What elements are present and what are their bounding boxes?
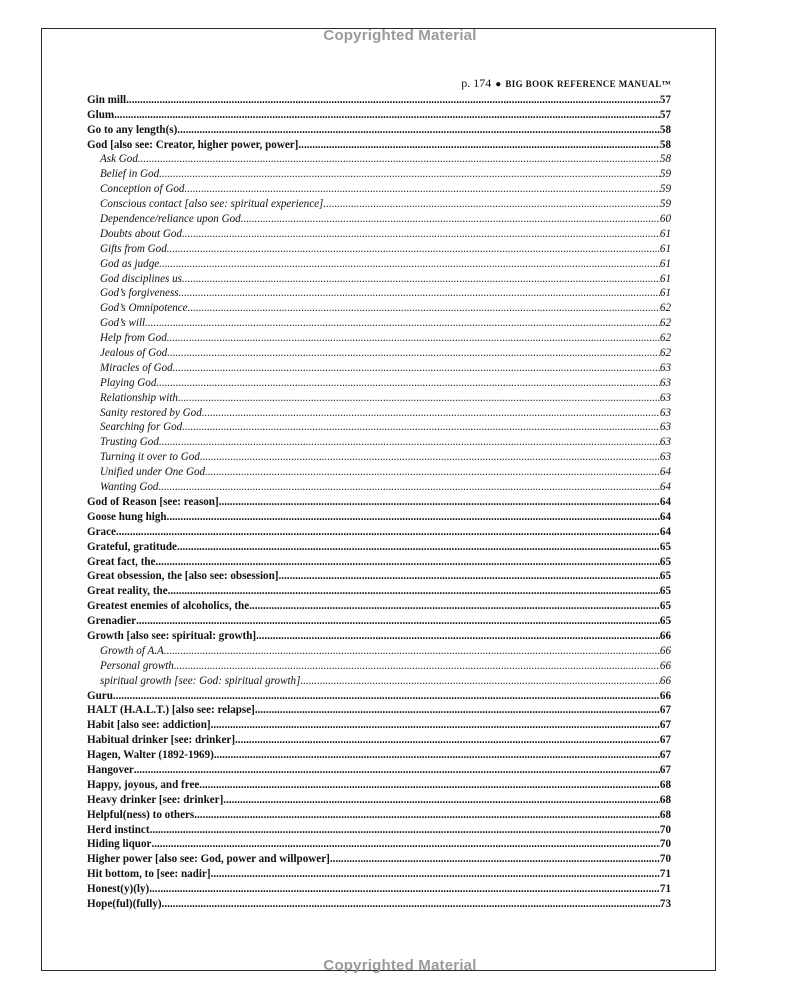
entry-term: God [also see: Creator, higher power, power] <box>87 138 299 151</box>
entry-page-number: 59 <box>659 198 671 211</box>
index-entry <box>87 881 671 896</box>
dot-leader <box>158 480 659 494</box>
entry-page-number: 64 <box>659 525 671 538</box>
dot-leader <box>255 703 660 717</box>
entry-page-number: 58 <box>659 123 671 136</box>
entry-term: HALT (H.A.L.T.) [also see: relapse] <box>87 704 255 717</box>
entry-page-number: 66 <box>659 689 671 702</box>
entry-term: Dependence/reliance upon God <box>100 213 241 226</box>
entry-term: Helpful(ness) to others <box>87 808 195 821</box>
index-entry <box>87 762 671 777</box>
dot-leader <box>167 346 660 360</box>
index-subentry <box>87 405 671 420</box>
index-entry <box>87 613 671 628</box>
entry-page-number: 63 <box>659 406 671 419</box>
entry-term: Heavy drinker [see: drinker] <box>87 793 224 806</box>
dot-leader <box>298 138 660 152</box>
dot-leader <box>149 882 660 896</box>
entry-page-number: 63 <box>659 436 671 449</box>
entry-page-number: 64 <box>659 495 671 508</box>
dot-leader <box>167 242 660 256</box>
dot-leader <box>241 212 660 226</box>
index-entry <box>87 583 671 598</box>
dot-leader <box>136 614 660 628</box>
index-entry <box>87 807 671 822</box>
running-head <box>461 76 671 91</box>
dot-leader <box>159 435 660 449</box>
entry-page-number: 64 <box>659 466 671 479</box>
entry-page-number: 62 <box>659 347 671 360</box>
entry-term: Ask God <box>100 153 138 166</box>
entry-term: Gin mill <box>87 93 127 106</box>
entry-term: Jealous of God <box>100 347 168 360</box>
entry-page-number: 64 <box>659 481 671 494</box>
dot-leader <box>182 227 660 241</box>
dot-leader <box>235 733 660 747</box>
index-subentry <box>87 434 671 449</box>
dot-leader <box>177 540 660 554</box>
entry-term: God of Reason [see: reason] <box>87 495 219 508</box>
index-entry <box>87 688 671 703</box>
bullet-separator: ● <box>495 79 502 90</box>
dot-leader <box>134 763 660 777</box>
index-subentry <box>87 345 671 360</box>
entry-page-number: 67 <box>659 719 671 732</box>
entry-page-number: 65 <box>659 600 671 613</box>
index-subentry <box>87 286 671 301</box>
entry-term: Happy, joyous, and free <box>87 778 200 791</box>
entry-term: Goose hung high <box>87 510 167 523</box>
index-entry <box>87 822 671 837</box>
dot-leader <box>211 718 660 732</box>
dot-leader <box>214 748 660 762</box>
entry-term: Growth [also see: spiritual: growth] <box>87 629 257 642</box>
index-subentry <box>87 420 671 435</box>
index-entry <box>87 747 671 762</box>
entry-term: Hagen, Walter (1892-1969) <box>87 749 214 762</box>
entry-term: Guru <box>87 689 113 702</box>
dot-leader <box>278 569 659 583</box>
index-subentry <box>87 152 671 167</box>
entry-page-number: 66 <box>659 674 671 687</box>
entry-page-number: 71 <box>659 883 671 896</box>
index-subentry <box>87 643 671 658</box>
entry-page-number: 63 <box>659 451 671 464</box>
index-entry <box>87 896 671 911</box>
entry-term: Grateful, gratitude <box>87 540 177 553</box>
entry-page-number: 68 <box>659 793 671 806</box>
entry-term: Higher power [also see: God, power and willpower] <box>87 853 330 866</box>
entry-term: spiritual growth [see: God: spiritual growth] <box>100 674 301 687</box>
entry-term: Personal growth <box>100 659 174 672</box>
page-number: p. 174 <box>461 76 492 90</box>
entry-page-number: 62 <box>659 317 671 330</box>
index-subentry <box>87 211 671 226</box>
index-subentry <box>87 360 671 375</box>
entry-page-number: 62 <box>659 332 671 345</box>
dot-leader <box>150 823 660 837</box>
entry-page-number: 65 <box>659 555 671 568</box>
entry-page-number: 63 <box>659 421 671 434</box>
index-entry <box>87 628 671 643</box>
entry-term: Searching for God <box>100 421 183 434</box>
entry-page-number: 68 <box>659 808 671 821</box>
entry-page-number: 67 <box>659 704 671 717</box>
index-entry <box>87 539 671 554</box>
entry-term: Relationship with <box>100 391 178 404</box>
dot-leader <box>162 897 660 911</box>
entry-term: Great obsession, the [also see: obsession] <box>87 570 279 583</box>
dot-leader <box>182 272 660 286</box>
entry-term: Hit bottom, to [see: nadir] <box>87 868 211 881</box>
dot-leader <box>159 257 660 271</box>
index-entry <box>87 107 671 122</box>
entry-term: Herd instinct <box>87 823 150 836</box>
entry-page-number: 58 <box>659 153 671 166</box>
dot-leader <box>178 391 660 405</box>
entry-term: Greatest enemies of alcoholics, the <box>87 600 250 613</box>
dot-leader <box>249 599 660 613</box>
dot-leader <box>219 495 660 509</box>
entry-page-number: 66 <box>659 629 671 642</box>
entry-term: Belief in God <box>100 168 160 181</box>
entry-term: Doubts about God <box>100 227 182 240</box>
dot-leader <box>167 331 660 345</box>
index-entry <box>87 122 671 137</box>
index-entry <box>87 137 671 152</box>
watermark-top: Copyrighted Material <box>323 27 477 44</box>
dot-leader <box>182 420 660 434</box>
entry-term: Go to any length(s) <box>87 123 178 136</box>
index-entry <box>87 792 671 807</box>
entry-page-number: 66 <box>659 659 671 672</box>
dot-leader <box>156 376 660 390</box>
index-subentry <box>87 271 671 286</box>
entry-page-number: 63 <box>659 361 671 374</box>
entry-term: Unified under One God <box>100 466 206 479</box>
index-entry <box>87 598 671 613</box>
entry-page-number: 65 <box>659 570 671 583</box>
dot-leader <box>184 182 659 196</box>
index-entry <box>87 717 671 732</box>
index-list <box>87 92 671 911</box>
dot-leader <box>113 689 660 703</box>
index-subentry <box>87 300 671 315</box>
dot-leader <box>116 525 660 539</box>
dot-leader <box>194 808 660 822</box>
dot-leader <box>114 108 660 122</box>
dot-leader <box>223 793 660 807</box>
index-entry <box>87 92 671 107</box>
index-subentry <box>87 390 671 405</box>
index-entry <box>87 494 671 509</box>
dot-leader <box>256 629 660 643</box>
index-entry <box>87 777 671 792</box>
dot-leader <box>330 852 660 866</box>
entry-term: Help from God <box>100 332 167 345</box>
entry-page-number: 67 <box>659 763 671 776</box>
entry-term: Hangover <box>87 763 134 776</box>
dot-leader <box>177 123 660 137</box>
dot-leader <box>202 406 660 420</box>
index-entry <box>87 703 671 718</box>
entry-term: Grenadier <box>87 615 137 628</box>
index-entry <box>87 732 671 747</box>
entry-term: Habitual drinker [see: drinker] <box>87 734 236 747</box>
index-entry <box>87 866 671 881</box>
watermark-bottom: Copyrighted Material <box>323 957 477 974</box>
dot-leader <box>188 301 660 315</box>
entry-term: Miracles of God <box>100 361 173 374</box>
entry-term: God disciplines us <box>100 272 182 285</box>
entry-page-number: 63 <box>659 376 671 389</box>
dot-leader <box>159 167 660 181</box>
dot-leader <box>323 197 660 211</box>
entry-page-number: 73 <box>659 897 671 910</box>
entry-page-number: 61 <box>659 272 671 285</box>
entry-term: Habit [also see: addiction] <box>87 719 211 732</box>
dot-leader <box>173 361 660 375</box>
entry-page-number: 60 <box>659 213 671 226</box>
entry-page-number: 57 <box>659 93 671 106</box>
entry-page-number: 70 <box>659 853 671 866</box>
entry-term: God’s forgiveness <box>100 287 179 300</box>
index-subentry <box>87 673 671 688</box>
dot-leader <box>211 867 660 881</box>
dot-leader <box>199 778 660 792</box>
dot-leader <box>300 674 659 688</box>
entry-page-number: 61 <box>659 242 671 255</box>
dot-leader <box>145 316 660 330</box>
entry-page-number: 63 <box>659 391 671 404</box>
dot-leader <box>174 659 660 673</box>
book-title: BIG BOOK REFERENCE MANUAL™ <box>505 79 671 89</box>
entry-term: God as judge <box>100 257 160 270</box>
entry-page-number: 65 <box>659 615 671 628</box>
dot-leader <box>126 93 660 107</box>
entry-term: Hope(ful)(fully) <box>87 897 162 910</box>
dot-leader <box>167 510 660 524</box>
entry-term: Trusting God <box>100 436 159 449</box>
entry-page-number: 62 <box>659 302 671 315</box>
entry-page-number: 61 <box>659 227 671 240</box>
entry-term: Growth of A.A. <box>100 644 167 657</box>
index-entry <box>87 509 671 524</box>
entry-page-number: 64 <box>659 510 671 523</box>
entry-term: Playing God <box>100 376 157 389</box>
index-entry <box>87 554 671 569</box>
entry-page-number: 61 <box>659 287 671 300</box>
index-subentry <box>87 256 671 271</box>
dot-leader <box>138 152 660 166</box>
entry-page-number: 58 <box>659 138 671 151</box>
dot-leader <box>168 584 660 598</box>
entry-term: Glum <box>87 108 115 121</box>
index-subentry <box>87 315 671 330</box>
index-subentry <box>87 166 671 181</box>
entry-page-number: 59 <box>659 168 671 181</box>
index-subentry <box>87 330 671 345</box>
entry-page-number: 70 <box>659 838 671 851</box>
index-entry <box>87 851 671 866</box>
entry-term: Conscious contact [also see: spiritual experience] <box>100 198 324 211</box>
entry-term: Hiding liquor <box>87 838 152 851</box>
dot-leader <box>205 465 660 479</box>
entry-term: God’s Omnipotence <box>100 302 188 315</box>
entry-page-number: 67 <box>659 749 671 762</box>
entry-page-number: 59 <box>659 183 671 196</box>
index-subentry <box>87 375 671 390</box>
entry-term: Great reality, the <box>87 585 168 598</box>
entry-page-number: 65 <box>659 585 671 598</box>
entry-page-number: 70 <box>659 823 671 836</box>
entry-term: Great fact, the <box>87 555 156 568</box>
index-entry <box>87 837 671 852</box>
index-subentry <box>87 479 671 494</box>
dot-leader <box>200 450 660 464</box>
entry-page-number: 57 <box>659 108 671 121</box>
index-subentry <box>87 181 671 196</box>
dot-leader <box>151 837 659 851</box>
dot-leader <box>156 555 660 569</box>
entry-term: God’s will <box>100 317 146 330</box>
index-subentry <box>87 464 671 479</box>
entry-term: Gifts from God <box>100 242 167 255</box>
entry-term: Honest(y)(ly) <box>87 883 150 896</box>
index-subentry <box>87 449 671 464</box>
dot-leader <box>167 644 660 658</box>
index-subentry <box>87 226 671 241</box>
entry-term: Sanity restored by God <box>100 406 202 419</box>
index-subentry <box>87 196 671 211</box>
entry-page-number: 61 <box>659 257 671 270</box>
entry-page-number: 67 <box>659 734 671 747</box>
index-subentry <box>87 658 671 673</box>
entry-term: Grace <box>87 525 116 538</box>
entry-page-number: 65 <box>659 540 671 553</box>
entry-page-number: 68 <box>659 778 671 791</box>
index-entry <box>87 524 671 539</box>
entry-term: Turning it over to God <box>100 451 200 464</box>
entry-page-number: 71 <box>659 868 671 881</box>
dot-leader <box>179 286 660 300</box>
index-subentry <box>87 241 671 256</box>
index-entry <box>87 569 671 584</box>
entry-term: Conception of God <box>100 183 185 196</box>
entry-term: Wanting God <box>100 481 159 494</box>
entry-page-number: 66 <box>659 644 671 657</box>
